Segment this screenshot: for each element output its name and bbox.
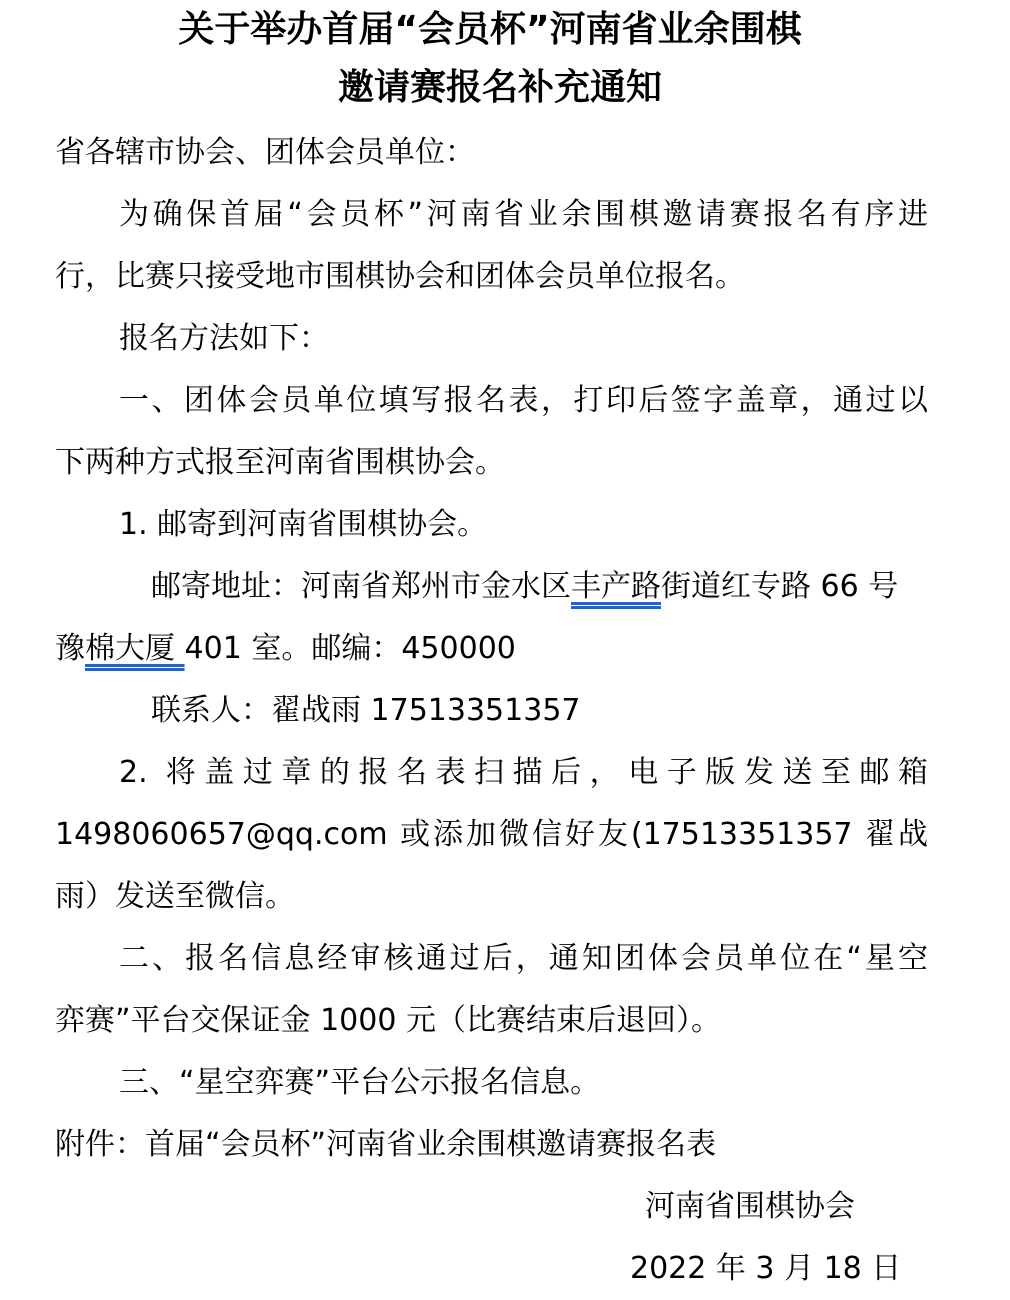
sub2-line1: 2. 将盖过章的报名表扫描后，电子版发送至邮箱 bbox=[119, 755, 928, 790]
sub2-line2: 1498060657@qq.com 或添加微信好友(17513351357 翟战 bbox=[55, 817, 928, 852]
para1-line1: 为确保首届“会员杯”河南省业余围棋邀请赛报名有序进 bbox=[119, 197, 928, 232]
method-heading: 报名方法如下： bbox=[119, 321, 329, 356]
item2-line1: 二、报名信息经审核通过后，通知团体会员单位在“星空 bbox=[119, 941, 928, 976]
item3: 三、“星空弈赛”平台公示报名信息。 bbox=[119, 1065, 601, 1100]
title-line-2: 邀请赛报名补充通知 bbox=[337, 67, 662, 108]
address-part: 邮寄地址：河南省郑州市金水区 bbox=[151, 569, 571, 604]
address-line2 bbox=[55, 618, 928, 680]
signature: 河南省围棋协会 bbox=[645, 1189, 855, 1224]
item1-line2: 下两种方式报至河南省围棋协会。 bbox=[55, 445, 505, 480]
address-line1 bbox=[55, 556, 928, 618]
title-line-1: 关于举办首届“会员杯”河南省业余围棋 bbox=[178, 9, 802, 50]
attachment: 附件：首届“会员杯”河南省业余围棋邀请赛报名表 bbox=[55, 1127, 717, 1162]
document-body bbox=[55, 122, 928, 1300]
address-part: 401 室。邮编：450000 bbox=[184, 631, 516, 666]
address-part: 豫 bbox=[55, 631, 85, 666]
address-underlined: 棉大厦 bbox=[85, 631, 185, 666]
para1-line2: 行，比赛只接受地市围棋协会和团体会员单位报名。 bbox=[55, 259, 745, 294]
contact: 联系人：翟战雨 17513351357 bbox=[151, 693, 581, 728]
sub1-label: 1. 邮寄到河南省围棋协会。 bbox=[119, 507, 488, 542]
salutation: 省各辖市协会、团体会员单位： bbox=[55, 135, 475, 170]
item2-line2: 弈赛”平台交保证金 1000 元（比赛结束后退回）。 bbox=[55, 1003, 721, 1038]
item1-line1: 一、团体会员单位填写报名表，打印后签字盖章，通过以 bbox=[119, 383, 928, 418]
address-underlined: 丰产路 bbox=[571, 569, 661, 604]
date: 2022 年 3 月 18 日 bbox=[630, 1251, 902, 1286]
address-part: 街道红专路 66 号 bbox=[661, 569, 899, 604]
sub2-line3: 雨）发送至微信。 bbox=[55, 879, 295, 914]
